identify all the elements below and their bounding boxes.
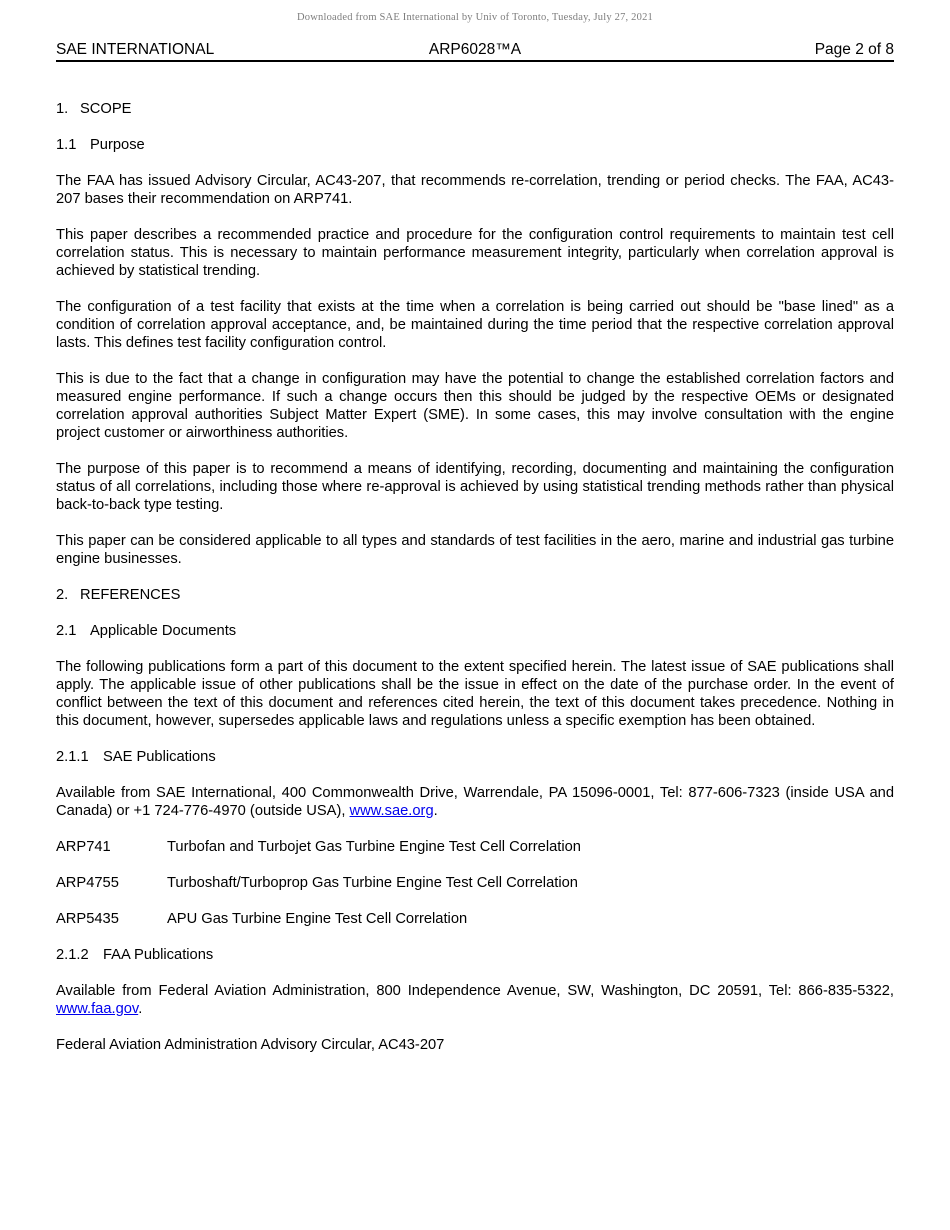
paragraph-faa-advisory: The FAA has issued Advisory Circular, AC43-207, that recommends re-correlation, trending or period checks. The FAA, AC43-207 bases their recommendation on ARP741. (56, 173, 894, 207)
section-number: 1.1 (56, 137, 77, 153)
header-document-number: ARP6028™A (428, 41, 522, 58)
section-heading-purpose (56, 136, 894, 154)
paragraph-text: . (138, 1001, 143, 1017)
section-heading-applicable-documents (56, 622, 894, 640)
page-header (56, 41, 894, 62)
section-number: 1. (56, 101, 69, 117)
paragraph-text: Available from Federal Aviation Administration, 800 Independence Avenue, SW, Washington, DC 20591, Tel: 866-835-5322, (56, 983, 894, 999)
paragraph-faa-contact (56, 982, 894, 1018)
paragraph-change-in-configuration: This is due to the fact that a change in configuration may have the potential to change the established correlation factors and measured engine performance. If such a change occurs then this should be judged by the respective OEMs or designated correlation approval authorities Subject Matter Expert (SME). In some cases, this may involve consultation with the engine project customer or airworthiness authorities. (56, 371, 894, 441)
section-number: 2.1.1 (56, 749, 89, 765)
section-heading-faa-publications (56, 946, 894, 964)
section-heading-sae-publications (56, 748, 894, 766)
reference-code: ARP741 (56, 839, 111, 855)
section-heading-scope (56, 100, 894, 118)
section-title: REFERENCES (80, 587, 181, 603)
section-title: Applicable Documents (90, 623, 237, 639)
reference-code: ARP5435 (56, 911, 119, 927)
paragraph-applicability: This paper can be considered applicable to all types and standards of test facilities in the aero, marine and industrial gas turbine engine businesses. (56, 533, 894, 567)
reference-title: Turboshaft/Turboprop Gas Turbine Engine Test Cell Correlation (167, 875, 578, 891)
paragraph-text: Available from SAE International, 400 Commonwealth Drive, Warrendale, PA 15096-0001, Tel: 877-606-7323 (inside USA and Canada) or +1 724-776-4970 (outside USA), (56, 785, 894, 819)
reference-title: Turbofan and Turbojet Gas Turbine Engine Test Cell Correlation (167, 839, 581, 855)
section-title: SCOPE (80, 101, 132, 117)
reference-item-arp5435 (56, 910, 894, 928)
paragraph-purpose-of-paper: The purpose of this paper is to recommend a means of identifying, recording, documenting and maintaining the configuration status of all correlations, including those where re-approval is achieved by using statistical trending methods rather than physical back-to-back type testing. (56, 461, 894, 513)
paragraph-publications-scope: The following publications form a part of this document to the extent specified herein. The latest issue of SAE publications shall apply. The applicable issue of other publications shall be the issue in effect on the date of the purchase order. In the event of conflict between the text of this document and references cited herein, the text of this document takes precedence. Nothing in this document, however, supersedes applicable laws and regulations unless a specific exemption has been obtained. (56, 659, 894, 729)
section-heading-references (56, 586, 894, 604)
reference-code: ARP4755 (56, 875, 119, 891)
section-number: 2. (56, 587, 69, 603)
header-organization: SAE INTERNATIONAL (56, 41, 215, 58)
header-page-number: Page 2 of 8 (814, 41, 894, 58)
section-title: SAE Publications (103, 749, 216, 765)
paragraph-paper-describes: This paper describes a recommended practice and procedure for the configuration control requirements to maintain test cell correlation status. This is necessary to maintain performance measurement integrity, particularly when correlation approval is achieved by statistical trending. (56, 227, 894, 279)
reference-item-arp741 (56, 838, 894, 856)
section-title: Purpose (90, 137, 145, 153)
section-title: FAA Publications (103, 947, 214, 963)
reference-title: APU Gas Turbine Engine Test Cell Correlation (167, 911, 468, 927)
paragraph-advisory-circular: Federal Aviation Administration Advisory Circular, AC43-207 (56, 1037, 445, 1053)
paragraph-configuration-baseline: The configuration of a test facility that exists at the time when a correlation is being carried out should be "base lined" as a condition of correlation approval acceptance, and, be maintained during the time period that the respective correlation approval lasts. This defines test facility configuration control. (56, 299, 894, 351)
sae-website-link[interactable]: www.sae.org (349, 803, 434, 819)
faa-website-link[interactable]: www.faa.gov (56, 1001, 139, 1017)
document-content (56, 62, 894, 1054)
section-number: 2.1 (56, 623, 77, 639)
download-watermark: Downloaded from SAE International by Univ of Toronto, Tuesday, July 27, 2021 (297, 12, 653, 23)
paragraph-sae-contact (56, 784, 894, 820)
section-number: 2.1.2 (56, 947, 89, 963)
reference-item-arp4755 (56, 874, 894, 892)
paragraph-text: . (433, 803, 438, 819)
